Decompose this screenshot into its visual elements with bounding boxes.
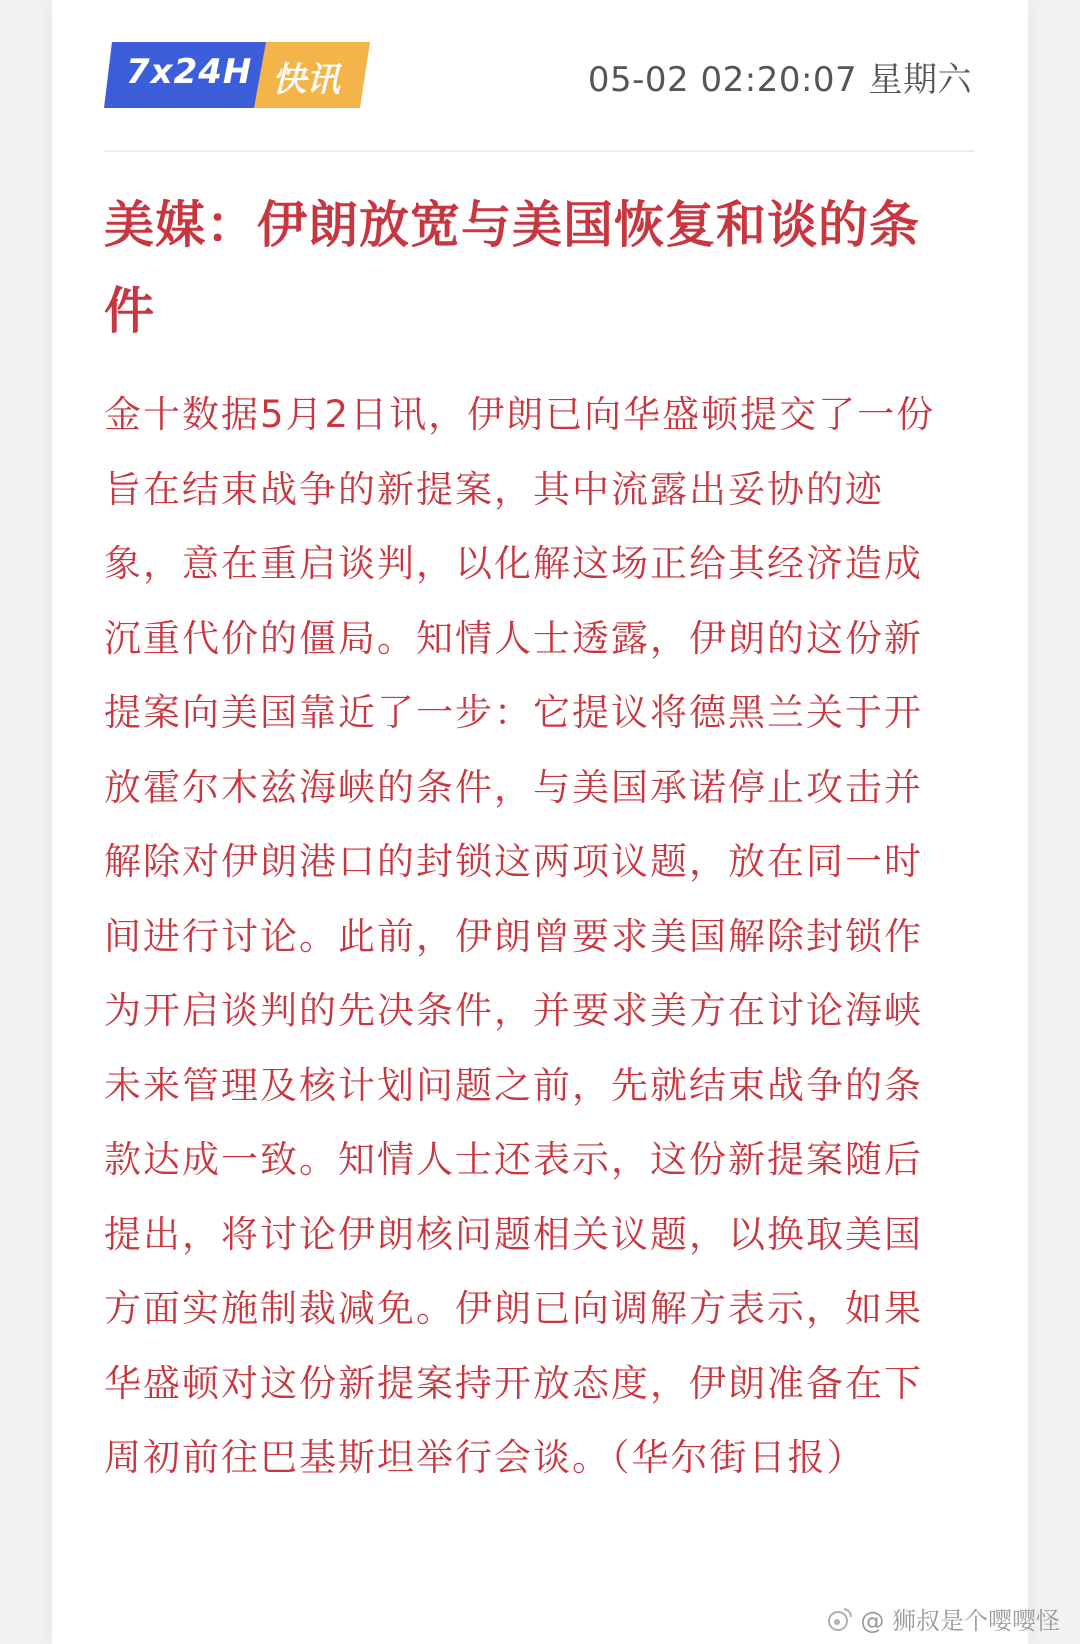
- badge-flash-label: 快讯: [272, 60, 340, 100]
- header-divider: [104, 150, 974, 152]
- news-timestamp: 05-02 02:20:07 星期六: [587, 60, 972, 100]
- watermark-text: @ 狮叔是个嘤嘤怪: [860, 1607, 1060, 1635]
- news-body: 金十数据5月2日讯，伊朗已向华盛顿提交了一份旨在结束战争的新提案，其中流露出妥协的迹象，意在重启谈判，以化解这场正给其经济造成沉重代价的僵局。知情人士透露，伊朗的这份新提案向美国靠近了一步：它提议将德黑兰关于开放霍尔木兹海峡的条件，与美国承诺停止攻击并解除对伊朗港口的封锁这两项议题，放在同一时间进行讨论。此前，伊朗曾要求美国解除封锁作为开启谈判的先决条件，并要求美方在讨论海峡未来管理及核计划问题之前，先就结束战争的条款达成一致。知情人士还表示，这份新提案随后提出，将讨论伊朗核问题相关议题，以换取美国方面实施制裁减免。伊朗已向调解方表示，如果华盛顿对这份新提案持开放态度，伊朗准备在下周初前往巴基斯坦举行会谈。（华尔街日报）: [104, 393, 936, 1479]
- watermark: [826, 1601, 1060, 1636]
- news-headline: 美媒：伊朗放宽与美国恢复和谈的条件: [104, 195, 920, 340]
- news-header: [104, 40, 976, 108]
- flash-news-badge: [104, 42, 370, 108]
- badge-7x24h-label: 7x24H: [126, 52, 253, 92]
- weibo-logo-icon: [826, 1605, 854, 1633]
